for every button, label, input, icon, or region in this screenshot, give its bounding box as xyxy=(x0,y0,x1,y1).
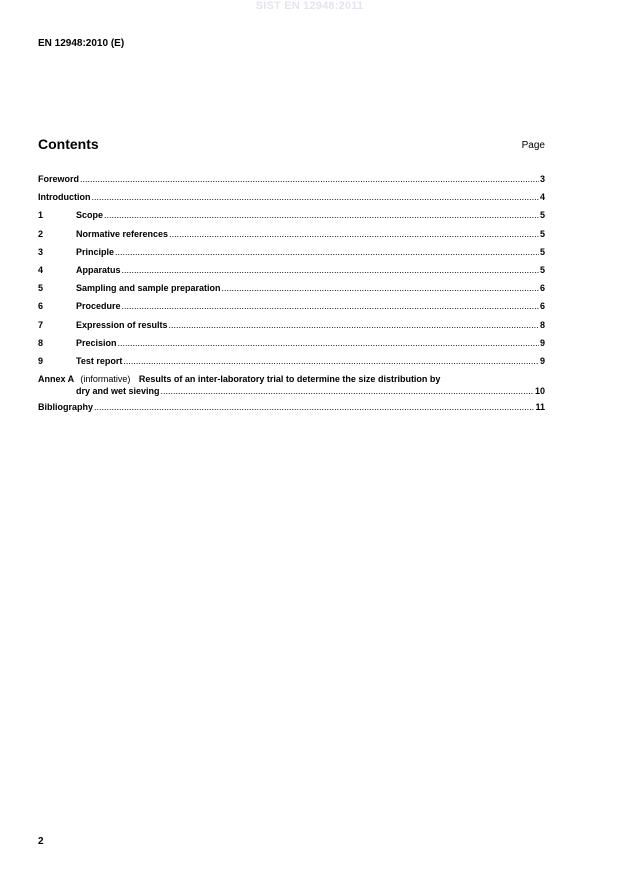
toc-entry-page: 5 xyxy=(539,246,545,257)
toc-entry-title: Sampling and sample preparation xyxy=(76,283,221,294)
dot-leader xyxy=(122,265,539,275)
toc-entry-normative-references[interactable] xyxy=(38,229,545,247)
toc-entry-number: 5 xyxy=(38,283,44,294)
toc-entry-page: 8 xyxy=(539,319,545,330)
toc-entry-test-report[interactable] xyxy=(38,356,545,374)
toc-entry-number: 1 xyxy=(38,210,44,221)
watermark: SIST EN 12948:2011 xyxy=(255,0,364,12)
table-of-contents xyxy=(38,174,545,420)
dot-leader xyxy=(169,229,539,239)
toc-entry-number: 7 xyxy=(38,319,44,330)
toc-entry-title: Foreword xyxy=(38,174,80,184)
toc-entry-title: Procedure xyxy=(76,301,121,312)
toc-entry-number: 8 xyxy=(38,337,44,348)
toc-entry-title: Introduction xyxy=(38,192,91,203)
toc-entry-introduction[interactable] xyxy=(38,192,545,210)
document-id: EN 12948:2010 (E) xyxy=(38,38,125,49)
toc-entry-number: 6 xyxy=(38,301,44,312)
toc-entry-annex-a[interactable] xyxy=(38,374,545,399)
toc-entry-page: 5 xyxy=(539,210,545,221)
annex-title-line2: dry and wet sieving xyxy=(76,386,160,397)
toc-entry-number: 3 xyxy=(38,246,44,257)
dot-leader xyxy=(169,320,539,330)
toc-entry-title: Bibliography xyxy=(38,402,94,413)
dot-leader xyxy=(161,386,534,396)
toc-entry-page: 9 xyxy=(539,355,545,366)
toc-entry-page: 4 xyxy=(539,192,545,203)
dot-leader xyxy=(115,247,539,257)
dot-leader xyxy=(122,301,539,311)
dot-leader xyxy=(123,356,539,366)
toc-entry-title: Precision xyxy=(76,337,117,348)
toc-entry-page: 5 xyxy=(539,228,545,239)
toc-entry-page: 9 xyxy=(539,337,545,348)
toc-entry-page: 10 xyxy=(534,386,545,397)
contents-title: Contents xyxy=(38,136,99,152)
toc-entry-sampling[interactable] xyxy=(38,283,545,301)
toc-entry-number: 9 xyxy=(38,355,44,366)
dot-leader xyxy=(80,174,539,184)
page-column-label: Page xyxy=(521,140,545,151)
toc-entry-number: 4 xyxy=(38,264,44,275)
toc-entry-apparatus[interactable] xyxy=(38,265,545,283)
toc-entry-principle[interactable] xyxy=(38,247,545,265)
toc-entry-title: Apparatus xyxy=(76,264,121,275)
toc-entry-title: Principle xyxy=(76,246,115,257)
toc-entry-page: 5 xyxy=(539,264,545,275)
annex-type: (informative) xyxy=(80,374,131,385)
toc-entry-title: Expression of results xyxy=(76,319,168,330)
toc-entry-precision[interactable] xyxy=(38,338,545,356)
annex-title-line1: Results of an inter-laboratory trial to determine the size distribution by xyxy=(138,374,441,385)
annex-label: Annex A xyxy=(38,374,74,385)
toc-entry-title: Normative references xyxy=(76,228,169,239)
toc-entry-scope[interactable] xyxy=(38,210,545,228)
toc-entry-page: 6 xyxy=(539,301,545,312)
dot-leader xyxy=(118,338,539,348)
page-number: 2 xyxy=(38,836,44,847)
toc-entry-page: 6 xyxy=(539,283,545,294)
toc-entry-number: 2 xyxy=(38,228,44,239)
toc-entry-foreword[interactable] xyxy=(38,174,545,192)
toc-entry-title: Scope xyxy=(76,210,104,221)
dot-leader xyxy=(104,210,539,220)
toc-entry-title: Test report xyxy=(76,355,123,366)
toc-entry-page: 3 xyxy=(539,174,545,184)
toc-entry-page: 11 xyxy=(535,402,545,413)
toc-entry-expression-of-results[interactable] xyxy=(38,320,545,338)
dot-leader xyxy=(222,283,539,293)
dot-leader xyxy=(92,192,539,202)
toc-entry-procedure[interactable] xyxy=(38,301,545,319)
dot-leader xyxy=(94,402,534,412)
toc-entry-bibliography[interactable] xyxy=(38,402,545,420)
